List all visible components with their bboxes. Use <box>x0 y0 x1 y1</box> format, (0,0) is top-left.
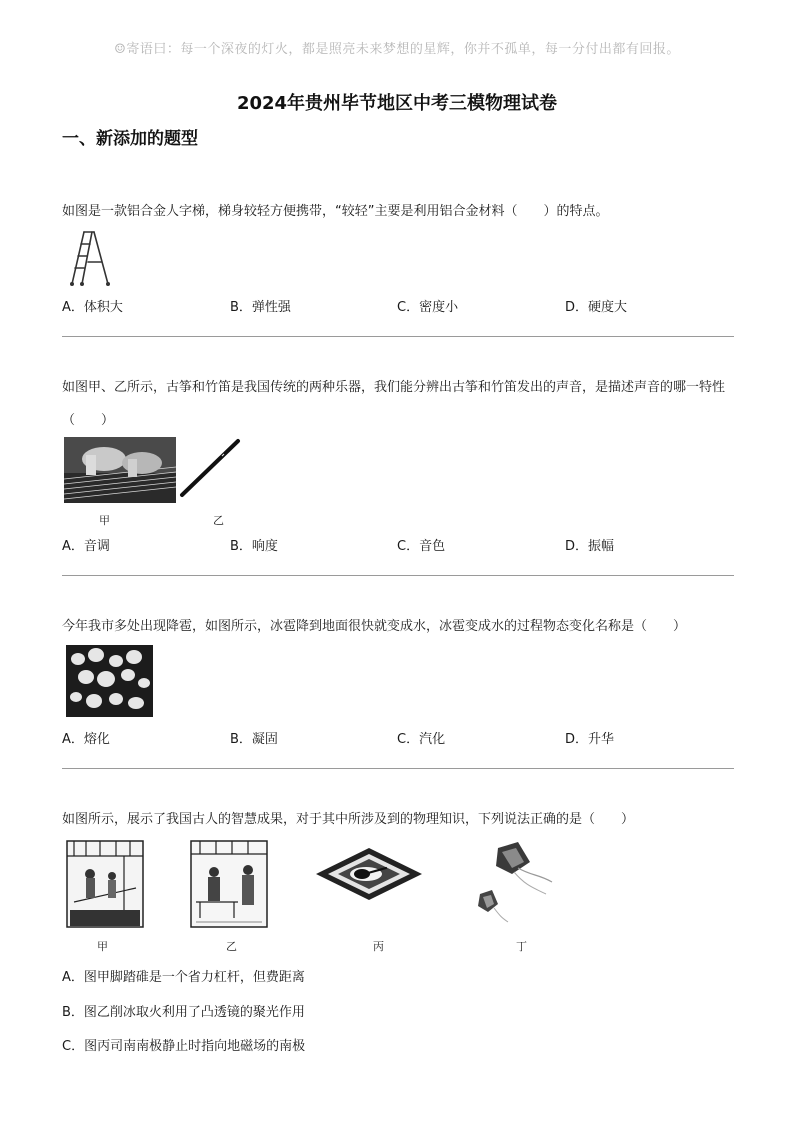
option-c[interactable]: C．音色 <box>397 539 446 554</box>
option-b[interactable]: B．弹性强 <box>230 300 291 315</box>
option-c[interactable]: C．汽化 <box>397 732 446 747</box>
guzheng-image <box>64 437 176 503</box>
option-d[interactable]: D．硬度大 <box>565 300 628 315</box>
section-heading: 一、新添加的题型 <box>62 129 198 149</box>
bamboo-flute-image <box>178 437 242 499</box>
sinan-compass-image <box>314 846 424 902</box>
question-2-stem: 如图甲、乙所示，古筝和竹笛是我国传统的两种乐器，我们能分辨出古筝和竹笛发出的声音，是描述声音的哪一特性（ ） <box>62 380 726 428</box>
caption-ding: 丁 <box>516 940 527 953</box>
option-b[interactable]: B．图乙削冰取火利用了凸透镜的聚光作用 <box>62 1005 305 1020</box>
kongming-lantern-image <box>474 840 556 924</box>
caption-jia: 甲 <box>97 940 108 953</box>
question-3-stem: 今年我市多处出现降雹，如图所示，冰雹降到地面很快就变成水，冰雹变成水的过程物态变化名称是（ ） <box>62 619 687 634</box>
option-c[interactable]: C．图丙司南南极静止时指向地磁场的南极 <box>62 1039 306 1054</box>
option-d[interactable]: D．升华 <box>565 732 615 747</box>
option-b[interactable]: B．凝固 <box>230 732 278 747</box>
option-a[interactable]: A．体积大 <box>62 300 123 315</box>
divider <box>62 336 734 337</box>
motto-watermark: ☺寄语曰：每一个深夜的灯火，都是照亮未来梦想的星辉，你并不孤单，每一分付出都有回报。 <box>114 42 680 57</box>
option-c[interactable]: C．密度小 <box>397 300 459 315</box>
aluminum-ladder-image <box>68 228 112 288</box>
option-a[interactable]: A．音调 <box>62 539 110 554</box>
option-d[interactable]: D．振幅 <box>565 539 615 554</box>
caption-yi: 乙 <box>213 514 224 527</box>
divider <box>62 768 734 769</box>
caption-yi: 乙 <box>226 940 237 953</box>
hailstones-image <box>66 645 153 717</box>
caption-jia: 甲 <box>99 514 110 527</box>
option-a[interactable]: A．图甲脚踏碓是一个省力杠杆，但费距离 <box>62 970 305 985</box>
caption-bing: 丙 <box>373 940 384 953</box>
foot-pestle-image <box>66 840 144 928</box>
question-4-stem: 如图所示，展示了我国古人的智慧成果，对于其中所涉及到的物理知识，下列说法正确的是（ ） <box>62 812 635 827</box>
divider <box>62 575 734 576</box>
exam-title: 2024年贵州毕节地区中考三模物理试卷 <box>236 93 558 114</box>
ice-lens-fire-image <box>190 840 268 928</box>
question-1-stem: 如图是一款铝合金人字梯，梯身较轻方便携带，“较轻”主要是利用铝合金材料（ ）的特点。 <box>62 204 609 219</box>
option-b[interactable]: B．响度 <box>230 539 278 554</box>
option-a[interactable]: A．熔化 <box>62 732 110 747</box>
